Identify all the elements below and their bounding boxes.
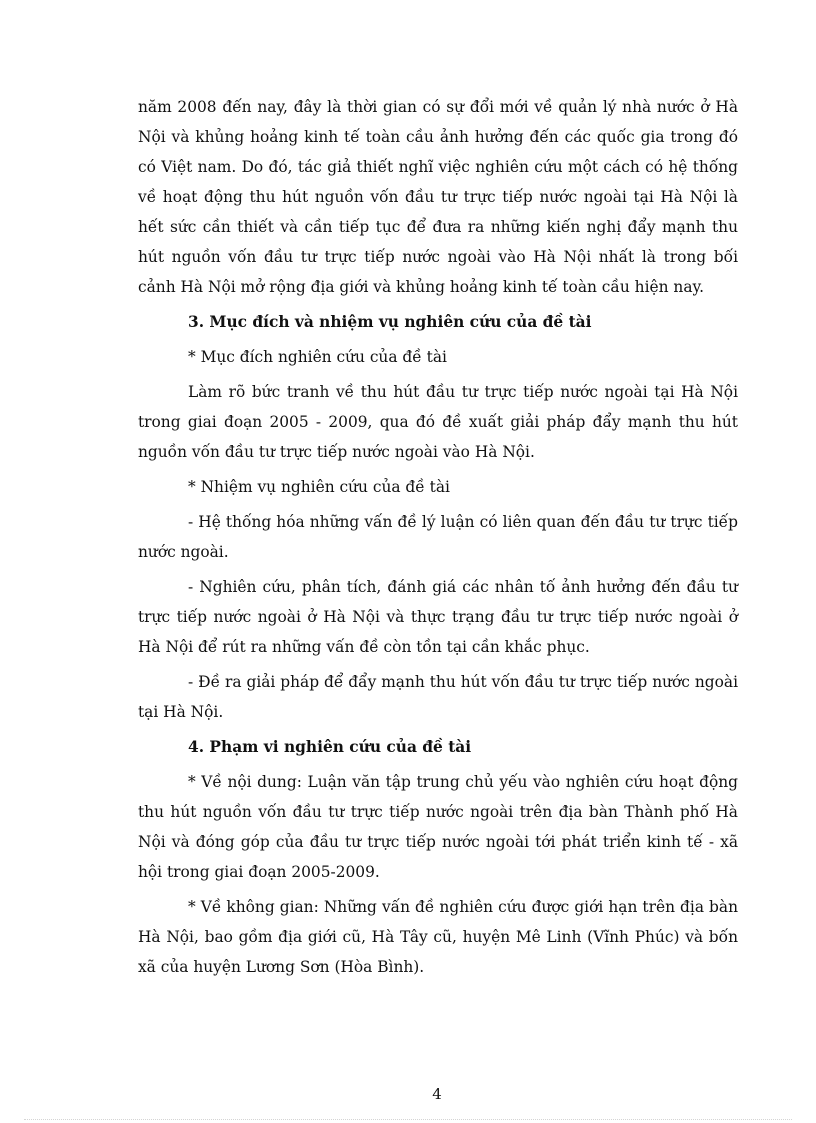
page-number: 4 <box>432 1085 442 1103</box>
task-item-1: - Hệ thống hóa những vấn đề lý luận có liên quan đến đầu tư trực tiếp nước ngoài. <box>138 513 738 561</box>
footer-divider <box>24 1119 792 1120</box>
task-item-3: - Đề ra giải pháp để đẩy mạnh thu hút vốn đầu tư trực tiếp nước ngoài tại Hà Nội. <box>138 673 738 721</box>
subheading-tasks: * Nhiệm vụ nghiên cứu của đề tài <box>188 478 450 496</box>
subheading-purpose: * Mục đích nghiên cứu của đề tài <box>188 348 447 366</box>
paragraph-purpose: Làm rõ bức tranh về thu hút đầu tư trực tiếp nước ngoài tại Hà Nội trong giai đoạn 2005 - 2009, qua đó đề xuất giải pháp đẩy mạnh thu hút nguồn vốn đầu tư trực tiếp nước ngoài vào Hà Nội. <box>138 383 738 461</box>
body-text <box>138 92 738 987</box>
task-item-2: - Nghiên cứu, phân tích, đánh giá các nhân tố ảnh hưởng đến đầu tư trực tiếp nước ngoài ở Hà Nội và thực trạng đầu tư trực tiếp nước ngoài ở Hà Nội để rút ra những vấn đề còn tồn tại cần khắc phục. <box>138 578 738 656</box>
scope-space: * Về không gian: Những vấn đề nghiên cứu được giới hạn trên địa bàn Hà Nội, bao gồm địa giới cũ, Hà Tây cũ, huyện Mê Linh (Vĩnh Phúc) và bốn xã của huyện Lương Sơn (Hòa Bình). <box>138 898 738 976</box>
scope-content: * Về nội dung: Luận văn tập trung chủ yếu vào nghiên cứu hoạt động thu hút nguồn vốn đầu tư trực tiếp nước ngoài trên địa bàn Thành phố Hà Nội và đóng góp của đầu tư trực tiếp nước ngoài tới phát triển kinh tế - xã hội trong giai đoạn 2005-2009. <box>138 773 738 881</box>
paragraph-continuation: năm 2008 đến nay, đây là thời gian có sự đổi mới về quản lý nhà nước ở Hà Nội và khủng hoảng kinh tế toàn cầu ảnh hưởng đến các quốc gia trong đó có Việt nam. Do đó, tác giả thiết nghĩ việc nghiên cứu một cách có hệ thống về hoạt động thu hút nguồn vốn đầu tư trực tiếp nước ngoài tại Hà Nội là hết sức cần thiết và cần tiếp tục để đưa ra những kiến nghị đẩy mạnh thu hút nguồn vốn đầu tư trực tiếp nước ngoài vào Hà Nội nhất là trong bối cảnh Hà Nội mở rộng địa giới và khủng hoảng kinh tế toàn cầu hiện nay. <box>138 98 738 296</box>
section-heading-4: 4. Phạm vi nghiên cứu của đề tài <box>188 738 472 756</box>
section-heading-3: 3. Mục đích và nhiệm vụ nghiên cứu của đề tài <box>188 313 592 331</box>
